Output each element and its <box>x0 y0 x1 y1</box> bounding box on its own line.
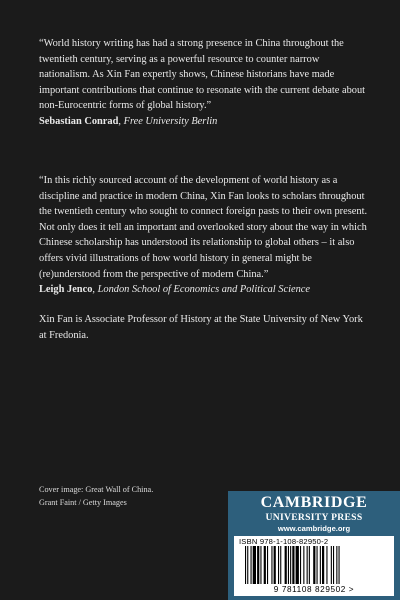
quote-text: “In this richly sourced account of the development of world history as a discipline and practice in modern China, Xin Fan looks to scholars throughout the twentieth century who sought to connect foreign pasts to their own present. Not only does it tell an important and overlooked story about the way in which Chinese scholarship has understood its relationship to global others – it also offers vivid illustrations of how world history in general might be (re)understood from the perspective of modern China.” <box>39 175 368 280</box>
quote-attribution: Sebastian Conrad, Free University Berlin <box>39 115 218 127</box>
quote-author: Sebastian Conrad <box>39 115 119 127</box>
quote-author: Leigh Jenco <box>39 284 93 296</box>
barcode-number: 9 781108 829502 > <box>273 585 355 594</box>
quote-affiliation: London School of Economics and Political Science <box>97 284 310 296</box>
barcode-box <box>234 536 394 596</box>
author-bio-text: Xin Fan is Associate Professor of History at the State University of New York at Fredonia. <box>39 314 363 341</box>
endorsement-quote-1 <box>39 36 369 130</box>
publisher-url: www.cambridge.org <box>277 524 351 533</box>
cover-image-credit <box>39 483 153 509</box>
publisher-panel <box>228 491 400 600</box>
credit-line-1: Cover image: Great Wall of China. <box>39 485 154 494</box>
author-bio <box>39 312 369 343</box>
quote-affiliation: Free University Berlin <box>123 115 218 127</box>
quote-text: “World history writing has had a strong presence in China throughout the twentieth century, serving as a powerful resource to counter narrow nationalism. As Xin Fan expertly shows, Chinese historians have made important contributions that continue to resonate with the current debate about non-Eurocentric forms of global history.” <box>39 38 366 112</box>
barcode-icon <box>245 546 383 586</box>
publisher-logo-university-press: UNIVERSITY PRESS <box>265 512 363 523</box>
endorsement-quote-2 <box>39 173 369 298</box>
isbn-label: ISBN 978-1-108-82950-2 <box>239 537 329 546</box>
credit-line-2: Grant Faint / Getty Images <box>39 498 127 507</box>
quote-attribution: Leigh Jenco, London School of Economics and Political Science <box>39 284 310 296</box>
publisher-logo-cambridge: CAMBRIDGE <box>260 494 368 511</box>
